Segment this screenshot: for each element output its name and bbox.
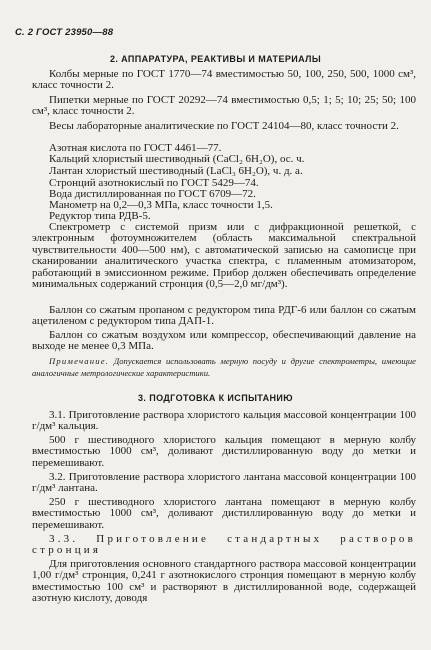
paragraph: Лантан хлористый шестиводный (LaCl₃ 6H₂O), ч. д. а. — [49, 165, 303, 177]
paragraph: Баллон со сжатым воздухом или компрессор, обеспечивающий давление на выходе не менее 0,3 МПа. — [32, 329, 416, 353]
page-header: С. 2 ГОСТ 23950—88 — [15, 27, 114, 38]
paragraph: Манометр на 0,2—0,3 МПа, класс точности 1,5. — [49, 199, 273, 211]
paragraph-subsection-heading: 3.3. Приготовление стандартных растворов стронция — [32, 533, 416, 557]
paragraph: Кальций хлористый шестиводный (CaCl₂ 6H₂O), ос. ч. — [49, 153, 305, 165]
paragraph: Вода дистиллированная по ГОСТ 6709—72. — [49, 188, 256, 200]
paragraph: Редуктор типа РДВ-5. — [49, 210, 151, 222]
paragraph: Стронций азотнокислый по ГОСТ 5429—74. — [49, 177, 259, 189]
paragraph: Пипетки мерные по ГОСТ 20292—74 вместимостью 0,5; 1; 5; 10; 25; 50; 100 см³, класс точности 2. — [32, 94, 416, 118]
note-text: Допускается использовать мерную посуду и другие спектрометры, имеющие аналогичные метрологические характеристики. — [32, 356, 416, 378]
paragraph: 500 г шестиводного хлористого кальция помещают в мерную колбу вместимостью 1000 см³, доливают дистиллированную воду до метки и перемешивают. — [32, 434, 416, 469]
paragraph: Баллон со сжатым пропаном с редуктором типа РДГ-6 или баллон со сжатым ацетиленом с редуктором типа ДАП-1. — [32, 304, 416, 328]
paragraph: Спектрометр с системой призм или с дифракционной решеткой, с электронным фотоумножителем (область максимальной спектральной чувствительности 400—500 нм), с автоматической записью на самописце при сканировании аналитического участка спектра, с пламенным атомизатором, работающий в эмиссионном режиме. Прибор должен обеспечивать определение минимальных содержаний стронция (0,5—2,0 мг/дм³). — [32, 221, 416, 291]
paragraph: 250 г шестиводного хлористого лантана помещают в мерную колбу вместимостью 1000 см³, доливают дистиллированную воду до метки и перемешивают. — [32, 496, 416, 531]
section-2-title: 2. АППАРАТУРА, РЕАКТИВЫ И МАТЕРИАЛЫ — [109, 54, 322, 64]
paragraph: Для приготовления основного стандартного раствора массовой концентрации 1,00 г/дм³ стронция, 0,241 г азотнокислого стронция помещают в мерную колбу вместимостью 100 см³ и растворяют в дистиллированной воде, содержащей азотную кислоту, доводя — [32, 558, 416, 605]
paragraph: 3.2. Приготовление раствора хлористого лантана массовой концентрации 100 г/дм³ лантана. — [32, 471, 416, 495]
paragraph: 3.1. Приготовление раствора хлористого кальция массовой концентрации 100 г/дм³ кальция. — [32, 409, 416, 433]
section-3-title: 3. ПОДГОТОВКА К ИСПЫТАНИЮ — [138, 393, 293, 403]
paragraph: Колбы мерные по ГОСТ 1770—74 вместимостью 50, 100, 250, 500, 1000 см³, класс точности 2. — [32, 68, 416, 92]
note-label: Примечание. — [49, 356, 110, 366]
paragraph: Азотная кислота по ГОСТ 4461—77. — [49, 142, 222, 154]
paragraph: Весы лабораторные аналитические по ГОСТ 24104—80, класс точности 2. — [49, 120, 399, 132]
note — [32, 356, 416, 379]
